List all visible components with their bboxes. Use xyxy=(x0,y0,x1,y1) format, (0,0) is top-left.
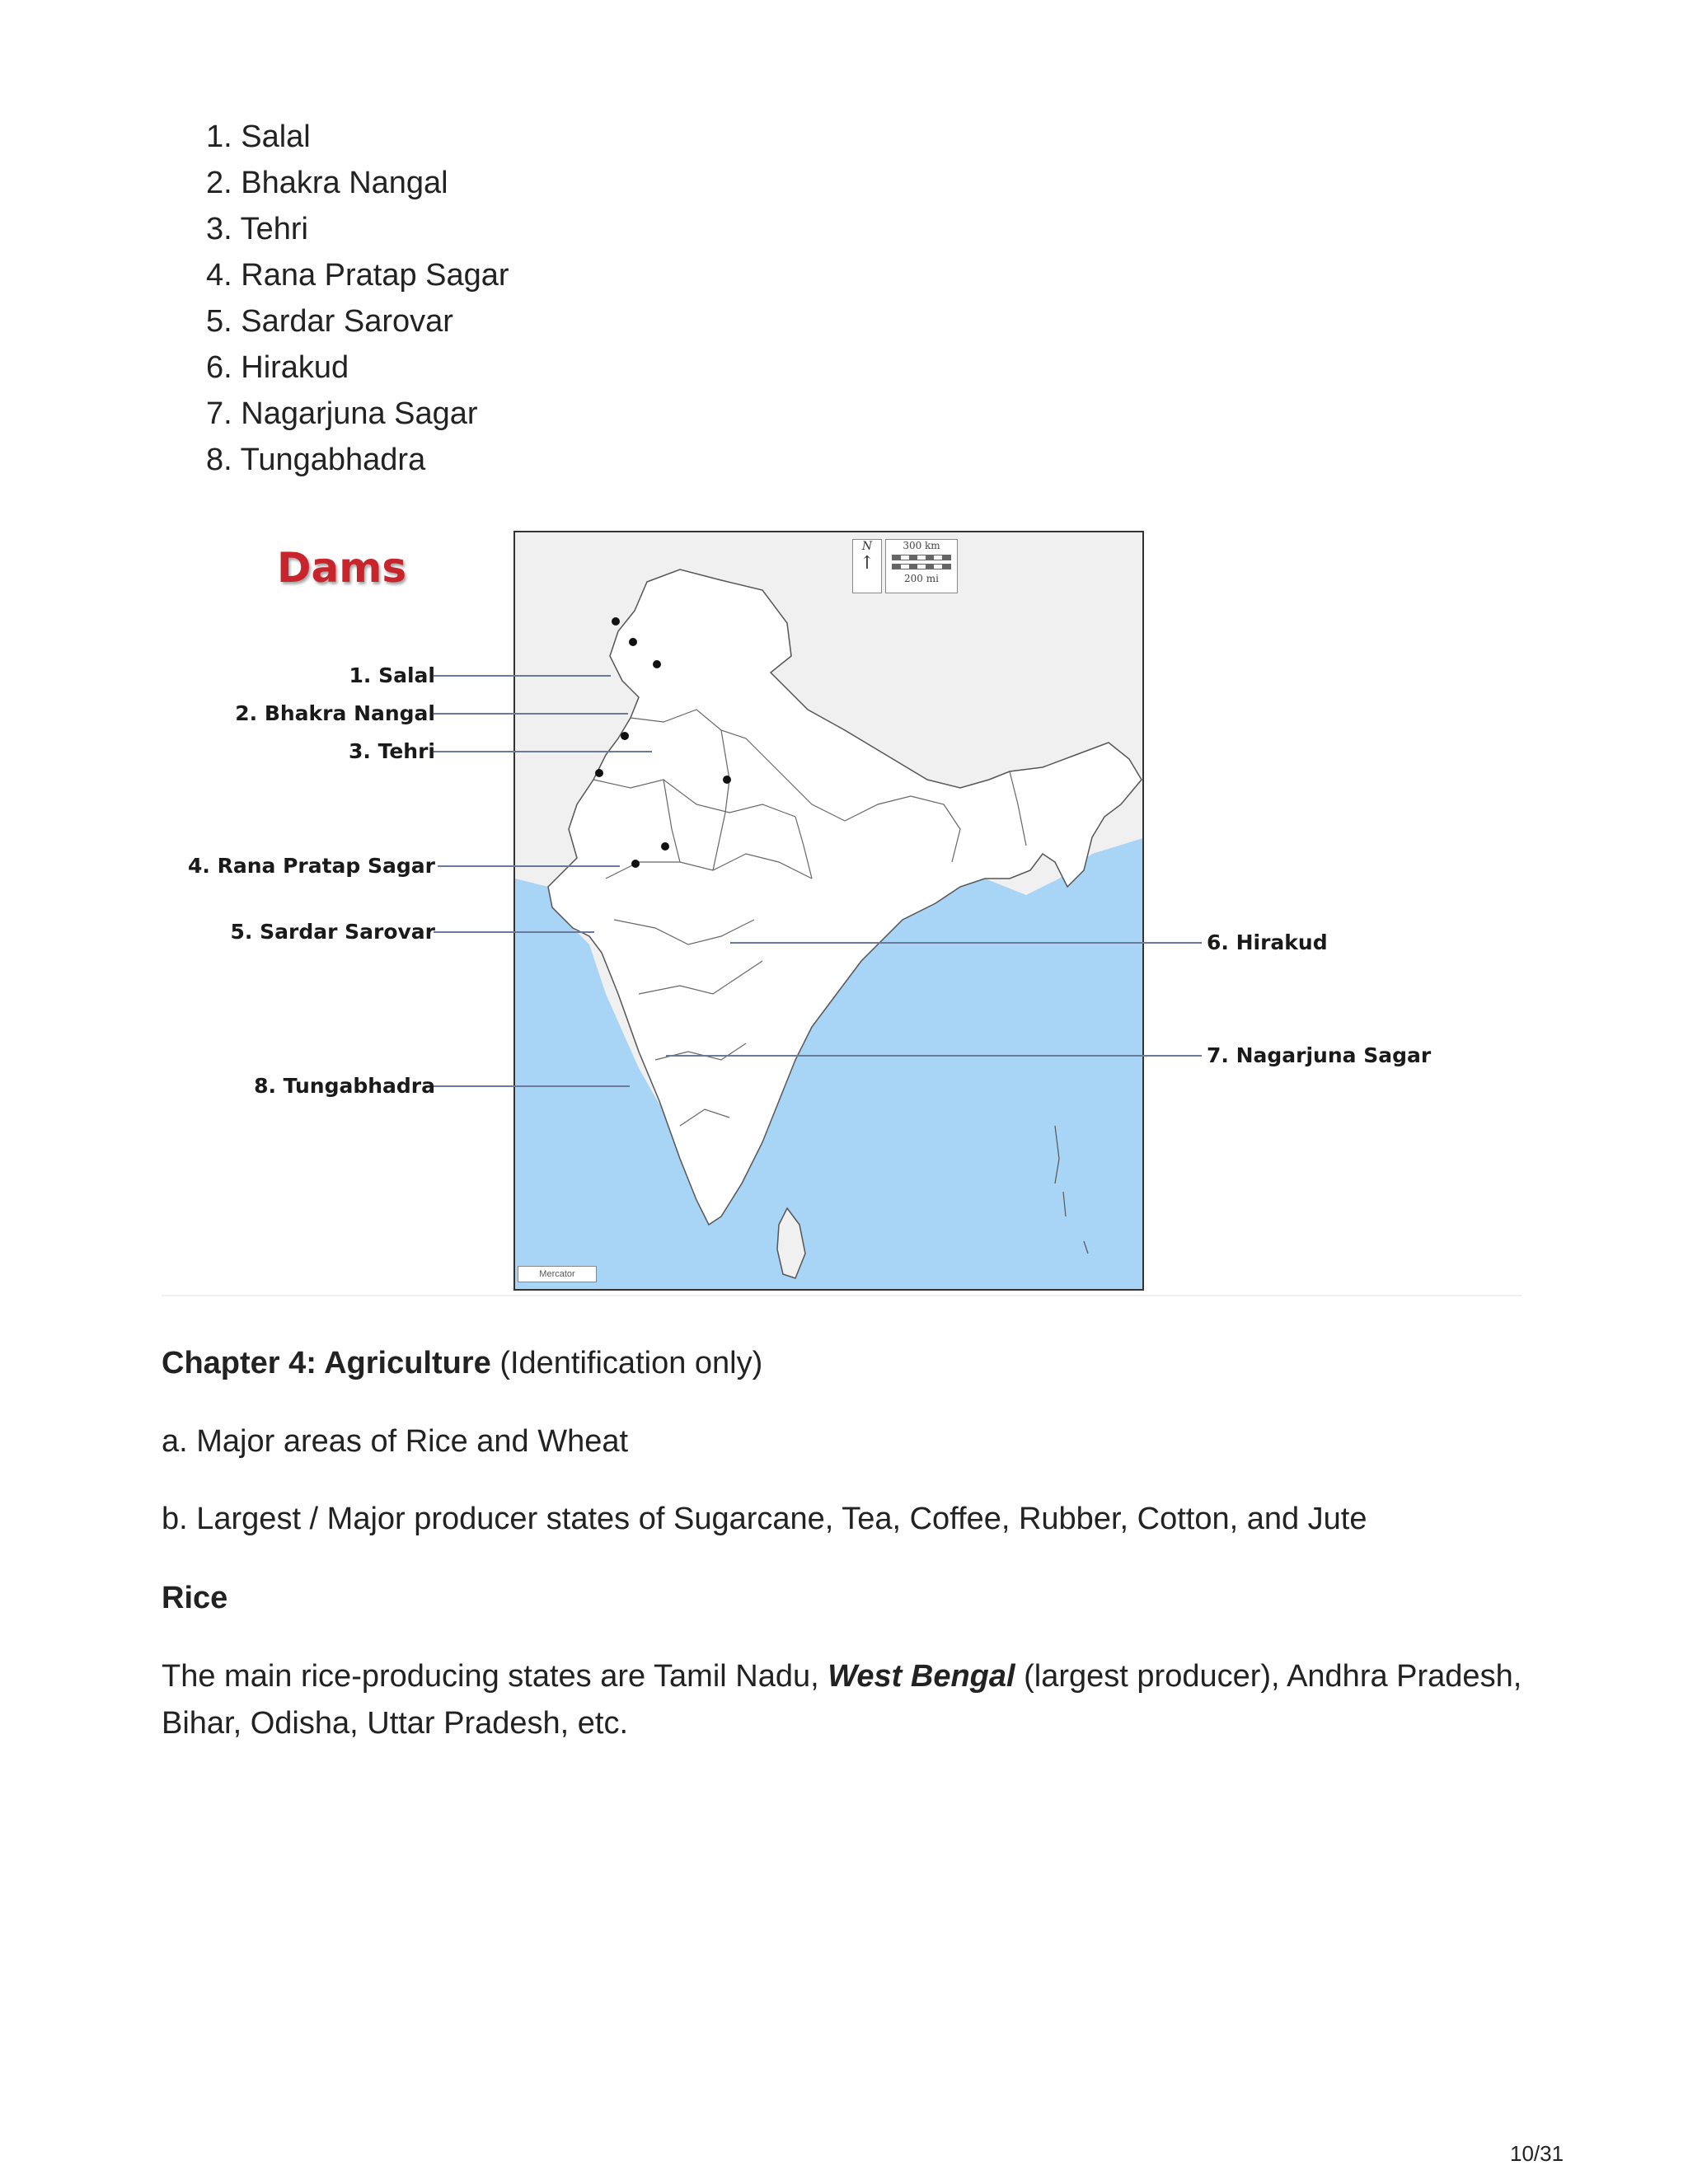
rice-heading: Rice xyxy=(162,1581,228,1615)
map-title: Dams xyxy=(277,544,407,592)
page-number: 10/31 xyxy=(1510,2141,1564,2166)
dam-label-nagarjuna: 7. Nagarjuna Sagar xyxy=(1207,1043,1432,1067)
scale-bar xyxy=(885,539,958,593)
item-b: b. Largest / Major producer states of Sugarcane, Tea, Coffee, Rubber, Cotton, and Jute xyxy=(162,1502,1367,1536)
dam-label-salal: 1. Salal xyxy=(349,663,435,687)
chapter-heading xyxy=(162,1340,762,1387)
dams-map-figure xyxy=(162,527,1522,1294)
list-item: 6. Hirakud xyxy=(206,350,349,385)
scale-mi: 200 mi xyxy=(904,573,939,584)
dam-label-rana: 4. Rana Pratap Sagar xyxy=(188,854,435,878)
rice-text-before: The main rice-producing states are Tamil Nadu, xyxy=(162,1659,828,1694)
figure-divider xyxy=(162,1295,1522,1296)
dam-list xyxy=(206,114,509,483)
chapter-note: (Identification only) xyxy=(490,1346,763,1380)
rice-emphasis: West Bengal xyxy=(828,1659,1015,1694)
dam-label-sardar: 5. Sardar Sarovar xyxy=(230,920,435,944)
list-item: 1. Salal xyxy=(206,120,311,154)
chapter-title: Chapter 4: Agriculture xyxy=(162,1346,491,1380)
projection-text: Mercator xyxy=(539,1269,575,1279)
list-item: 8. Tungabhadra xyxy=(206,443,426,477)
dam-label-bhakra: 2. Bhakra Nangal xyxy=(235,701,435,725)
scale-km: 300 km xyxy=(903,540,940,551)
leader-lines xyxy=(162,527,1522,1294)
compass-label: N xyxy=(861,540,873,553)
list-item: 4. Rana Pratap Sagar xyxy=(206,258,509,293)
dam-label-hirakud: 6. Hirakud xyxy=(1207,930,1328,954)
dam-label-tungabhadra: 8. Tungabhadra xyxy=(254,1074,435,1098)
list-item: 2. Bhakra Nangal xyxy=(206,166,448,200)
list-item: 7. Nagarjuna Sagar xyxy=(206,396,478,431)
list-item: 3. Tehri xyxy=(206,212,308,246)
rice-text-after: (largest producer), Andhra Pradesh, Bihar, Odisha, Uttar Pradesh, etc. xyxy=(162,1659,1522,1741)
north-arrow-icon: N ↑ xyxy=(852,539,882,593)
rice-paragraph xyxy=(162,1653,1530,1747)
item-a: a. Major areas of Rice and Wheat xyxy=(162,1424,629,1459)
projection-label xyxy=(518,1266,597,1282)
dam-label-tehri: 3. Tehri xyxy=(349,739,435,763)
list-item: 5. Sardar Sarovar xyxy=(206,304,453,339)
